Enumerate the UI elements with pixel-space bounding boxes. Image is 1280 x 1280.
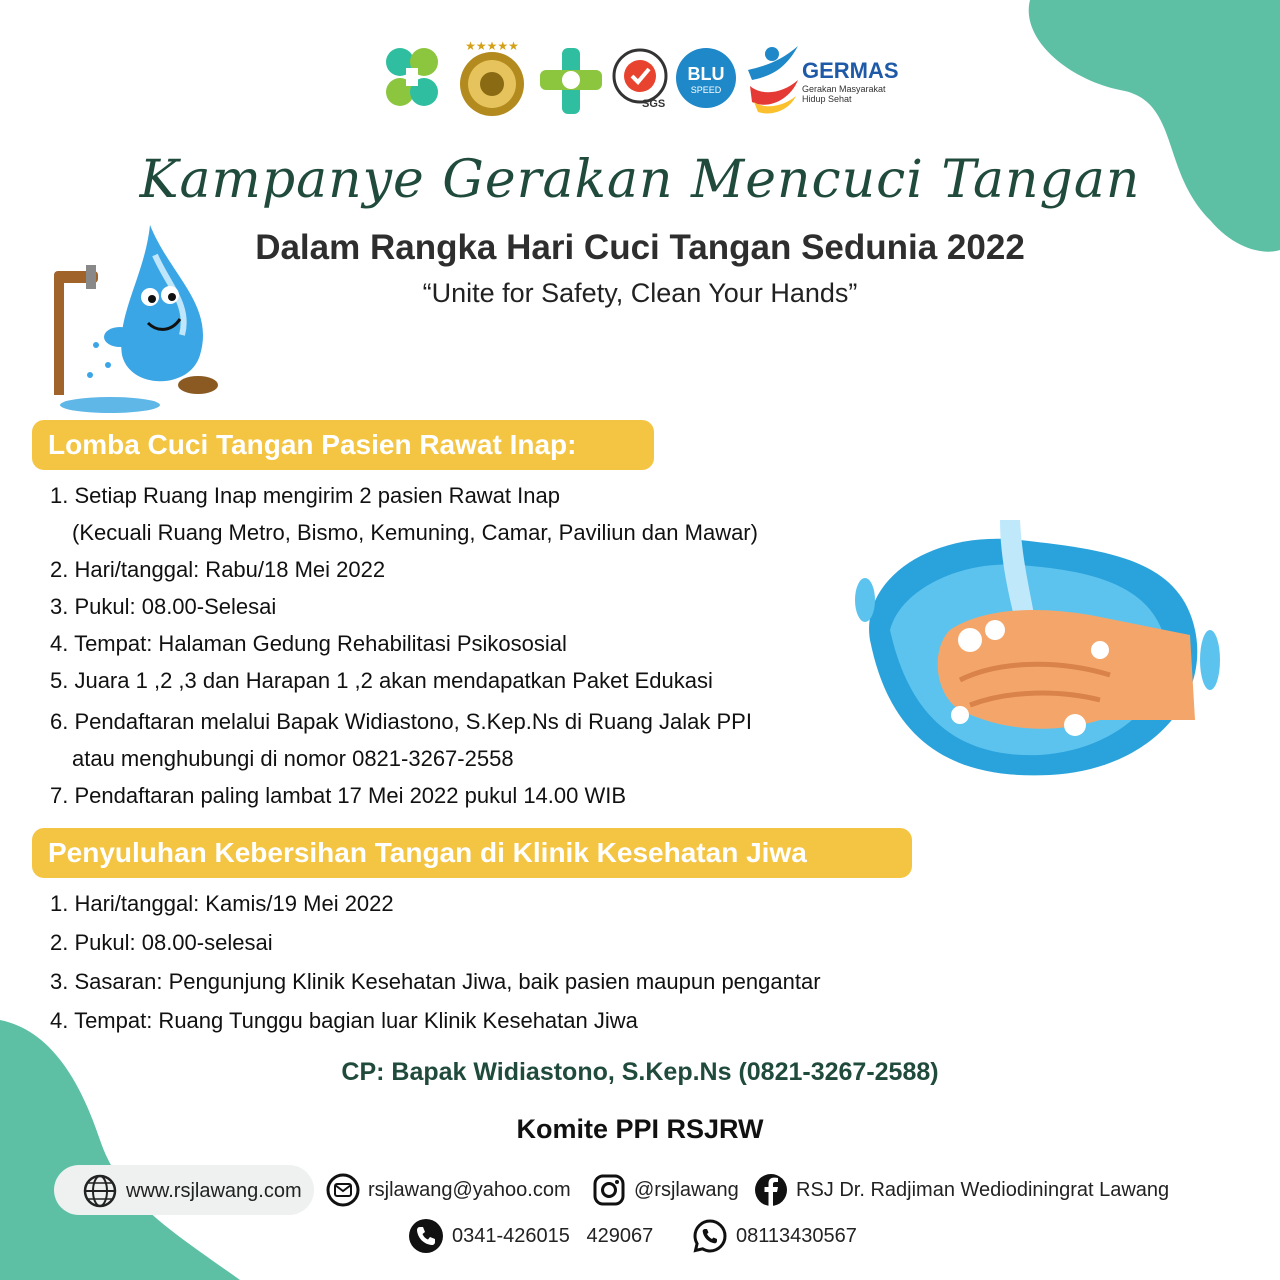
whatsapp-text: 08113430567: [736, 1224, 857, 1247]
hand-hygiene-counseling-list: [50, 888, 821, 1044]
list-item: 5. Juara 1 ,2 ,3 dan Harapan 1 ,2 akan mendapatkan Paket Edukasi: [50, 668, 713, 693]
email-text: rsjlawang@yahoo.com: [368, 1178, 571, 1201]
list-item: 3. Sasaran: Pengunjung Klinik Kesehatan Jiwa, baik pasien maupun pengantar: [50, 969, 821, 994]
campaign-quote: “Unite for Safety, Clean Your Hands”: [422, 278, 858, 308]
germas-subtitle: Gerakan Masyarakat Hidup Sehat: [802, 84, 886, 104]
contact-website[interactable]: [82, 1173, 302, 1209]
facebook-text: RSJ Dr. Radjiman Wediodiningrat Lawang: [796, 1178, 1170, 1201]
water-drop-mascot-illustration: [50, 215, 230, 415]
list-item: 1. Setiap Ruang Inap mengirim 2 pasien Rawat Inap: [50, 483, 560, 508]
contact-instagram[interactable]: [592, 1173, 739, 1207]
health-cross-logo: [538, 44, 604, 118]
contact-phone[interactable]: [408, 1218, 653, 1254]
contact-facebook[interactable]: [754, 1173, 1169, 1207]
list-item: 4. Tempat: Ruang Tunggu bagian luar Klinik Kesehatan Jiwa: [50, 1008, 638, 1033]
list-item: 2. Pukul: 08.00-selesai: [50, 930, 273, 955]
contact-whatsapp[interactable]: [692, 1218, 857, 1254]
globe-icon: [82, 1173, 118, 1209]
kars-accreditation-logo: [452, 40, 532, 120]
list-item: atau menghubungi di nomor 0821-3267-2558: [72, 746, 514, 771]
facebook-icon: [754, 1173, 788, 1207]
page-title: Kampanye Gerakan Mencuci Tangan: [139, 150, 1141, 210]
list-item: 4. Tempat: Halaman Gedung Rehabilitasi Psikososial: [50, 631, 567, 656]
blu-sub-label: SPEED: [690, 85, 722, 95]
instagram-text: @rsjlawang: [634, 1178, 739, 1201]
handwash-competition-list: [50, 481, 758, 814]
germas-logo-icon: [742, 40, 802, 116]
list-item: 7. Pendaftaran paling lambat 17 Mei 2022 pukul 14.00 WIB: [50, 783, 627, 808]
list-item: 3. Pukul: 08.00-Selesai: [50, 594, 277, 619]
corner-blob-top-right: [1010, 0, 1280, 260]
committee-name: Komite PPI RSJRW: [516, 1114, 764, 1144]
kemenkes-logo: [380, 42, 446, 118]
contact-person: CP: Bapak Widiastono, S.Kep.Ns (0821-3267-2588): [341, 1058, 939, 1086]
germas-title: GERMAS: [802, 58, 899, 83]
list-item: 6. Pendaftaran melalui Bapak Widiastono, S.Kep.Ns di Ruang Jalak PPI: [50, 709, 752, 734]
blu-label: BLU: [687, 64, 725, 84]
hand-washing-illustration: [850, 520, 1230, 790]
instagram-icon: [592, 1173, 626, 1207]
email-icon: [326, 1173, 360, 1207]
list-item: 1. Hari/tanggal: Kamis/19 Mei 2022: [50, 891, 394, 916]
list-item: (Kecuali Ruang Metro, Bismo, Kemuning, Camar, Paviliun dan Mawar): [72, 520, 758, 545]
blu-logo: [676, 48, 736, 108]
phone-text: 0341-426015 429067: [452, 1224, 654, 1247]
phone-icon: [408, 1218, 444, 1254]
section-label-hand-hygiene-counseling: Penyuluhan Kebersihan Tangan di Klinik Kesehatan Jiwa: [32, 828, 912, 878]
contact-email[interactable]: [326, 1173, 571, 1207]
list-item: 2. Hari/tanggal: Rabu/18 Mei 2022: [50, 557, 386, 582]
section-label-handwash-competition: Lomba Cuci Tangan Pasien Rawat Inap:: [32, 420, 654, 470]
svg-text:★★★★★: ★★★★★: [465, 40, 519, 53]
sgs-label: SGS: [642, 98, 666, 110]
logo-row: [380, 40, 910, 120]
whatsapp-icon: [692, 1218, 728, 1254]
page-subtitle: Dalam Rangka Hari Cuci Tangan Sedunia 2022: [255, 228, 1025, 267]
website-text: www.rsjlawang.com: [126, 1179, 302, 1202]
